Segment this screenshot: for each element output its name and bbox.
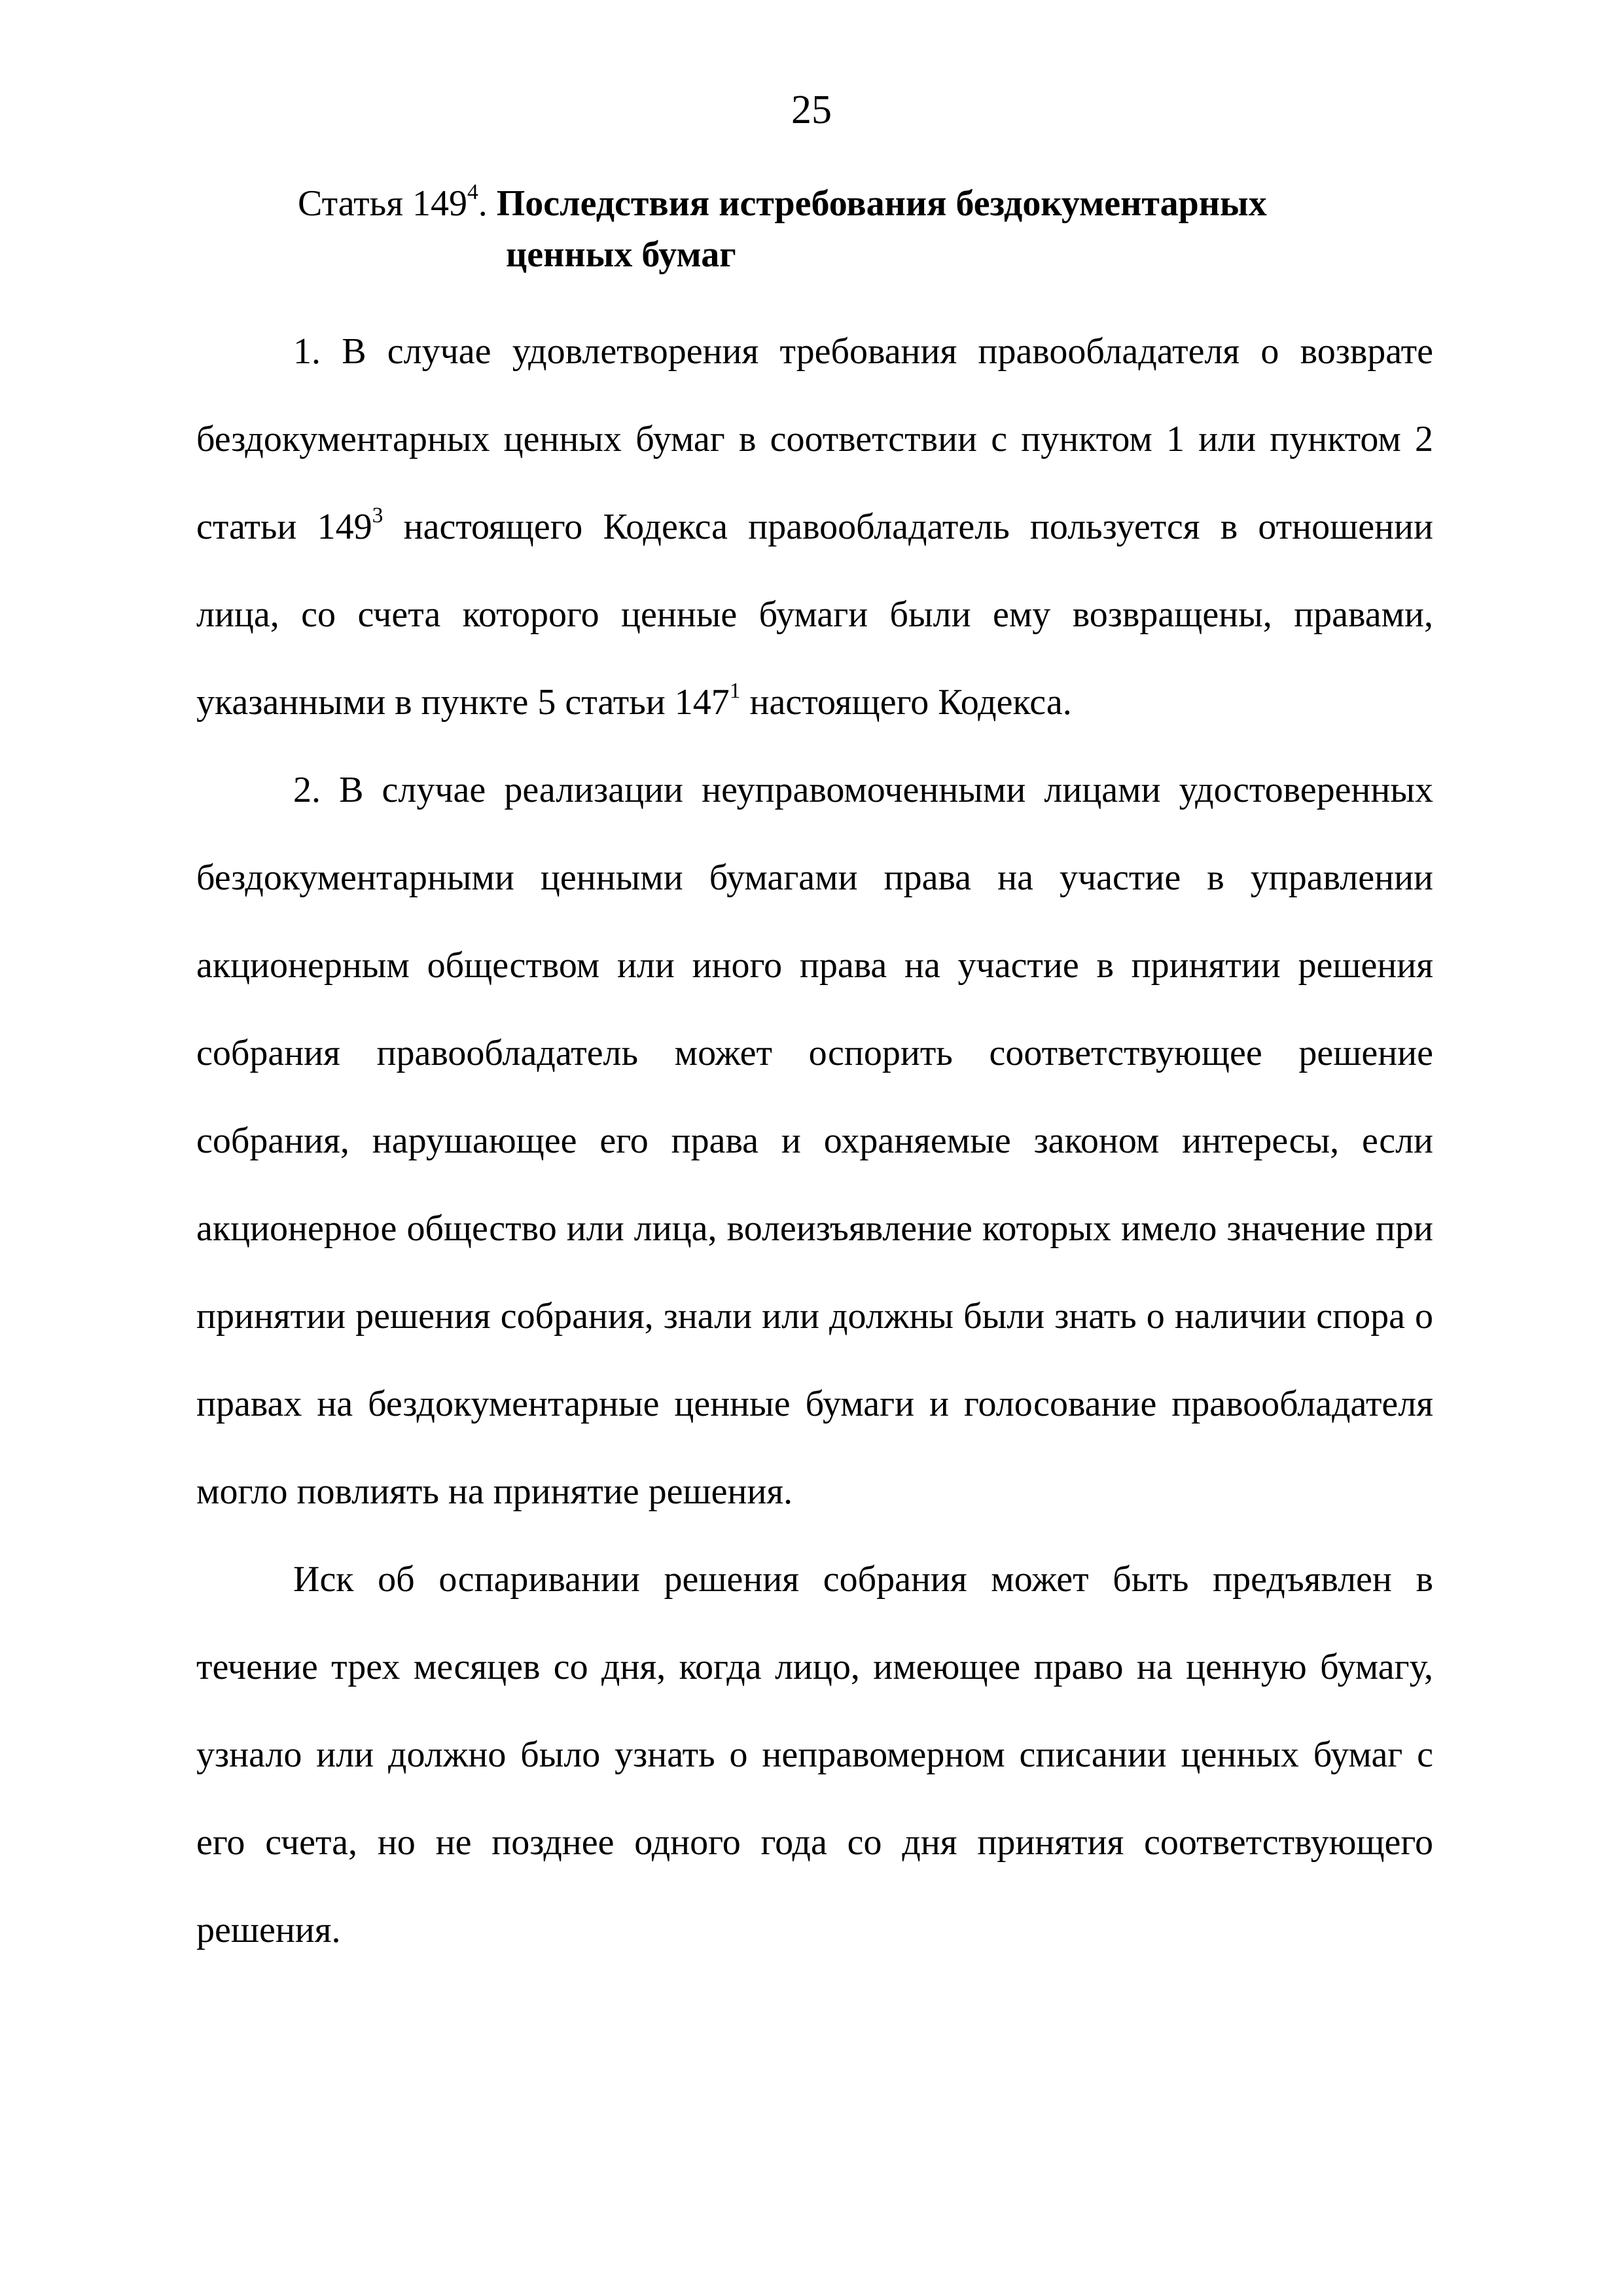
paragraph-1-superscript-1: 3	[372, 503, 383, 528]
paragraph-1-part-c: настоящего Кодекса.	[740, 682, 1072, 723]
paragraph-2: 2. В случае реализации неуправомоченными лицами удостоверенных бездокументарными ценными бумагами права на участие в управлении акционерным обществом или иного права на участие в принятии решения собрания правообладатель может оспорить соответствующее решение собрания, нарушающее его права и охраняемые законом интересы, если акционерное общество или лица, волеизъявление которых имело значение при принятии решения собрания, знали или должны были знать о наличии спора о правах на бездокументарные ценные бумаги и голосование правообладателя могло повлиять на принятие решения.	[196, 770, 1433, 1512]
paragraph-3: Иск об оспаривании решения собрания может быть предъявлен в течение трех месяцев со дня, когда лицо, имеющее право на ценную бумагу, узнало или должно было узнать о неправомерном списании ценных бумаг с его счета, но не позднее одного года со дня принятия соответствующего решения.	[196, 1559, 1433, 1950]
article-title-line-1: Последствия истребования бездокументарных	[496, 183, 1267, 224]
article-number-superscript: 4	[467, 179, 478, 204]
article-number-text: Статья 149	[298, 183, 467, 224]
page-number: 25	[791, 88, 832, 132]
paragraph-1	[196, 308, 1433, 746]
article-title-line-2: ценных бумаг	[506, 234, 736, 275]
paragraph-1-part-a: 1. В случае удовлетворения требования правообладателя о возврате бездокументарных ценных бумаг в соответствии с пунктом 1 или пунктом 2 статьи 149	[196, 331, 1433, 547]
paragraph-1-superscript-2: 1	[729, 678, 741, 703]
article-body	[196, 308, 1433, 1974]
article-heading	[298, 178, 1476, 280]
paragraph-1-part-b: настоящего Кодекса правообладатель пользуется в отношении лица, со счета которого ценные бумаги были ему возвращены, правами, указанными в пункте 5 статьи 147	[196, 507, 1433, 723]
article-number-separator: .	[478, 183, 497, 224]
article-number	[298, 179, 497, 224]
